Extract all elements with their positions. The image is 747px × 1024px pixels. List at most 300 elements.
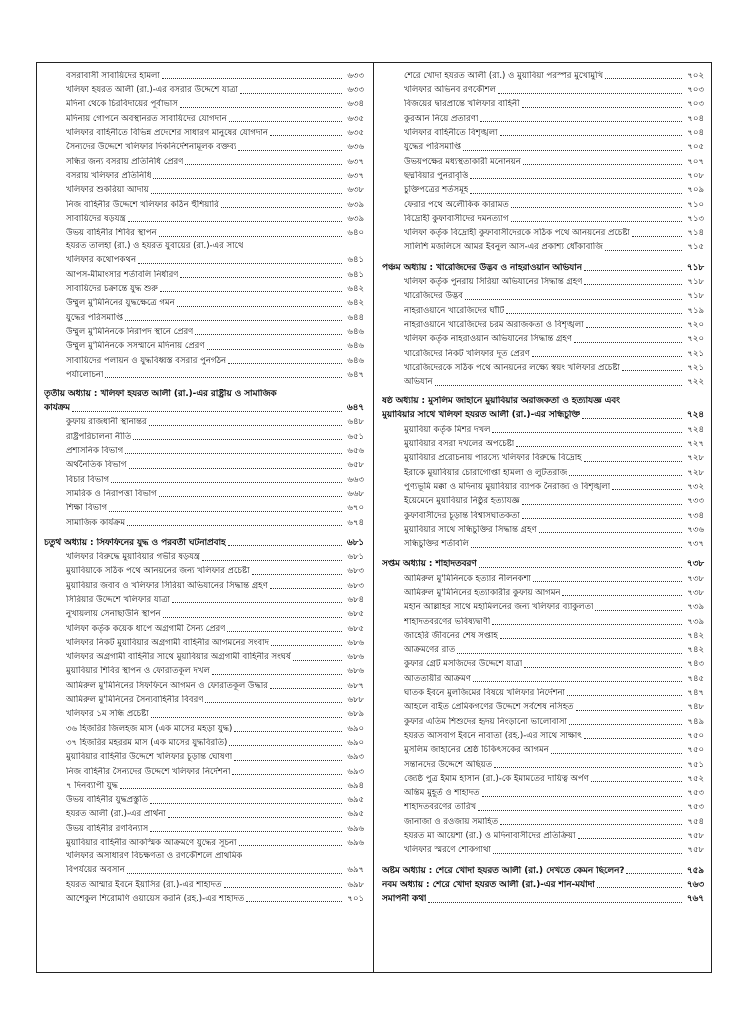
entry-title: খলিফার কথোপকথন xyxy=(66,255,137,266)
page-number: ৬৩৪ xyxy=(347,99,364,110)
toc-entry[interactable] xyxy=(382,125,704,139)
dot-leader xyxy=(578,838,683,839)
dot-leader xyxy=(473,681,682,682)
toc-entry[interactable] xyxy=(44,139,364,153)
toc-entry[interactable] xyxy=(44,635,364,649)
entry-title: সাবায়িদের ষড়যন্ত্র xyxy=(66,213,126,224)
toc-entry[interactable] xyxy=(382,757,704,771)
toc-chapter-heading[interactable] xyxy=(382,557,704,571)
toc-chapter-heading[interactable] xyxy=(44,400,364,414)
page-number: ৬৮৩ xyxy=(347,566,364,577)
toc-entry[interactable] xyxy=(44,606,364,620)
toc-entry[interactable] xyxy=(382,139,704,153)
toc-entry[interactable] xyxy=(382,240,704,254)
dot-leader xyxy=(522,518,682,519)
chapter-title: অষ্টম অধ্যায় : শেরে খোদা হযরত আলী (রা.) দেখতে কেমন ছিলেন? xyxy=(382,865,625,876)
dot-leader xyxy=(150,803,342,804)
entry-title: অন্তিম মুহূর্ত ও শাহাদত xyxy=(404,788,480,799)
toc-entry[interactable] xyxy=(44,821,364,835)
toc-entry[interactable] xyxy=(382,642,704,656)
dot-leader xyxy=(428,902,682,903)
entry-title: মুয়াবিয়ার শিবির স্থাপন ও ফোরাতকূল দখল xyxy=(66,666,210,677)
toc-entry[interactable] xyxy=(382,68,704,82)
entry-title: ইয়েমেনে মুয়াবিয়ার নিষ্ঠুর হত্যাযজ্ঞ xyxy=(404,496,520,507)
toc-entry[interactable] xyxy=(382,671,704,685)
page-number: ৬৫৮ xyxy=(347,460,364,471)
toc-entry[interactable] xyxy=(44,486,364,500)
dot-leader xyxy=(162,78,342,79)
dot-leader xyxy=(584,284,682,285)
toc-entry[interactable] xyxy=(44,324,364,338)
page-number: ৭৫৩ xyxy=(687,802,704,813)
entry-title: শেরে খোদা হযরত আলী (রা.) ও মুয়াবিয়া পরস্পর মুখোমুখি xyxy=(404,70,604,81)
toc-entry[interactable] xyxy=(44,749,364,763)
toc-entry[interactable] xyxy=(382,800,704,814)
toc-entry[interactable] xyxy=(382,536,704,550)
dot-leader xyxy=(492,432,682,433)
dot-leader xyxy=(480,121,682,122)
dot-leader xyxy=(127,873,342,874)
toc-entry[interactable] xyxy=(44,592,364,606)
page-number: ৭৩৯ xyxy=(687,602,704,613)
page-number: ৬৮৭ xyxy=(347,680,364,691)
toc-entry[interactable] xyxy=(382,728,704,742)
dot-leader xyxy=(482,796,682,797)
toc-entry[interactable] xyxy=(44,692,364,706)
page-number: ৬৮৫ xyxy=(347,609,364,620)
toc-entry[interactable] xyxy=(44,564,364,578)
toc-chapter-heading[interactable] xyxy=(382,863,704,877)
page-number: ৭৬৩ xyxy=(686,879,704,890)
entry-title: প্রশাসনিক বিভাগ xyxy=(66,446,124,457)
dot-leader xyxy=(105,377,342,378)
toc-chapter-heading[interactable] xyxy=(382,395,704,408)
toc-entry[interactable] xyxy=(382,422,704,436)
dot-leader xyxy=(479,567,682,568)
entry-title: রাষ্ট্রপরিচালনা নীতি xyxy=(66,431,132,442)
toc-entry[interactable] xyxy=(44,111,364,125)
dot-leader xyxy=(470,193,682,194)
page-number: ৭০৩ xyxy=(687,99,704,110)
toc-entry[interactable] xyxy=(382,842,704,856)
toc-entry[interactable] xyxy=(382,685,704,699)
page-number: ৬৩৬ xyxy=(347,142,364,153)
entry-title: অর্থনৈতিক বিভাগ xyxy=(66,460,127,471)
toc-entry[interactable] xyxy=(44,778,364,792)
page-number: ৬৯৫ xyxy=(347,809,364,820)
toc-entry[interactable] xyxy=(44,764,364,778)
toc-entry[interactable] xyxy=(44,721,364,735)
entry-title: কুফার গ্রেট মসজিদের উদ্দেশে যাত্রা xyxy=(404,659,523,670)
entry-title: শাহাদতবরণের তারিখ xyxy=(404,802,477,813)
entry-title: উভয় বাহিনীর শিবির স্থাপন xyxy=(66,228,157,239)
page-number: ৭৪২ xyxy=(687,630,704,641)
toc-entry[interactable] xyxy=(44,735,364,749)
entry-title: খলিফার বাহিনীতে বিশৃঙ্খলা xyxy=(404,128,498,139)
toc-entry[interactable] xyxy=(382,360,704,374)
toc-entry[interactable] xyxy=(44,706,364,720)
entry-title: ঘাতক ইবনে মুলজিমের বিষয়ে খলিফার নির্দেশনা xyxy=(404,688,566,699)
page-number: ৬৯০ xyxy=(347,723,364,734)
toc-chapter-heading[interactable] xyxy=(382,408,704,422)
dot-leader xyxy=(595,610,682,611)
toc-left-column xyxy=(44,68,364,905)
page-number: ৭৩৮ xyxy=(687,573,704,584)
dot-leader xyxy=(524,667,682,668)
entry-title: খলিফার শুকরিয়া আদায় xyxy=(66,185,149,196)
dot-leader xyxy=(632,236,682,237)
dot-leader xyxy=(252,574,342,575)
toc-chapter-heading[interactable] xyxy=(382,260,704,274)
page-number: ৭০৪ xyxy=(687,113,704,124)
page-number: ৭৩২ xyxy=(687,481,704,492)
toc-entry[interactable] xyxy=(44,253,364,267)
page-number: ৬৩৯ xyxy=(347,199,364,210)
dot-leader xyxy=(270,588,342,589)
dot-leader xyxy=(539,532,682,533)
entry-title: ৩৬ হিজরির জিলহজ মাস (এক মাসের মহড়া যুদ্ধ) xyxy=(66,723,233,734)
dot-leader xyxy=(605,78,682,79)
toc-entry[interactable] xyxy=(44,197,364,211)
dot-leader xyxy=(207,349,343,350)
entry-title: জানাজা ও রওজায় সমাহিত xyxy=(404,816,499,827)
toc-entry[interactable] xyxy=(382,628,704,642)
chapter-title: তৃতীয় অধ্যায় : খলিফা হযরত আলী (রা.)-এর রাষ্ট্রীয় ও সামাজিক xyxy=(44,388,277,399)
dot-leader xyxy=(567,695,682,696)
page-number: ৭২৪ xyxy=(687,424,704,435)
dot-leader xyxy=(584,270,682,271)
dot-leader xyxy=(574,342,682,343)
page-number: ৭১৪ xyxy=(687,228,704,239)
page-number: ৭৩৭ xyxy=(687,539,704,550)
toc-entry[interactable] xyxy=(44,549,364,563)
toc-entry[interactable] xyxy=(382,465,704,479)
dot-leader xyxy=(224,887,342,888)
page-number: ৭৩৩ xyxy=(687,496,704,507)
page-number: ৬৫৬ xyxy=(347,446,364,457)
page-number: ৭২০ xyxy=(687,334,704,345)
dot-leader xyxy=(163,617,342,618)
page-number: ৬৮৩ xyxy=(347,580,364,591)
toc-chapter-heading[interactable] xyxy=(382,877,704,891)
toc-entry[interactable] xyxy=(382,479,704,493)
chapter-title: সপ্তম অধ্যায় : শাহাদতবরণ xyxy=(382,559,477,570)
page-number: ৬৪৬ xyxy=(347,326,364,337)
page-number: ৬৩৫ xyxy=(347,113,364,124)
toc-entry[interactable] xyxy=(44,367,364,381)
toc-entry[interactable] xyxy=(44,295,364,309)
toc-entry[interactable] xyxy=(382,771,704,785)
page-number: ৭৪৮ xyxy=(687,702,704,713)
toc-chapter-heading[interactable] xyxy=(44,535,364,549)
toc-entry[interactable] xyxy=(44,664,364,678)
entry-title: জাহেরি জীবনের শেষ সপ্তাহ xyxy=(404,630,498,641)
page-number: ৭০৫ xyxy=(687,142,704,153)
dot-leader xyxy=(522,107,682,108)
dot-leader xyxy=(562,595,682,596)
dot-leader xyxy=(457,653,682,654)
page-number: ৭৫০ xyxy=(687,745,704,756)
entry-title: খলিফার ১ম সন্ধি প্রচেষ্টা xyxy=(66,709,149,720)
toc-entry[interactable] xyxy=(44,443,364,457)
dot-leader xyxy=(221,207,342,208)
toc-entry[interactable] xyxy=(382,82,704,96)
entry-title: হযরত তালহা (রা.) ও হযরত যুবায়ের (রা.)-এর সাথে xyxy=(66,241,244,252)
toc-entry[interactable] xyxy=(44,68,364,82)
entry-title: হযরত আম্মার ইবনে ইয়াসির (রা.)-এর শাহাদত xyxy=(66,879,222,890)
toc-entry[interactable] xyxy=(382,522,704,536)
toc-entry[interactable] xyxy=(44,267,364,281)
toc-entry[interactable] xyxy=(44,225,364,239)
toc-entry[interactable] xyxy=(44,849,364,862)
page-number: ৬৪০ xyxy=(347,228,364,239)
toc-entry[interactable] xyxy=(44,429,364,443)
entry-title: আহলে বাইত প্রেমিকগণের উদ্দেশে সর্বশেষ নসিহত xyxy=(404,702,574,713)
toc-entry[interactable] xyxy=(382,288,704,302)
toc-entry[interactable] xyxy=(382,374,704,388)
toc-entry[interactable] xyxy=(382,742,704,756)
page-number: ৬৩৯ xyxy=(347,213,364,224)
dot-leader xyxy=(533,581,682,582)
page-number: ৭৫৪ xyxy=(687,816,704,827)
toc-entry[interactable] xyxy=(44,621,364,635)
toc-chapter-heading[interactable] xyxy=(44,387,364,400)
toc-entry[interactable] xyxy=(382,814,704,828)
entry-title: সন্তানদের উদ্দেশে অছিয়ত xyxy=(404,759,493,770)
toc-entry[interactable] xyxy=(382,450,704,464)
entry-title: চুক্তিপত্রের শর্তসমূহ xyxy=(404,185,469,196)
dot-leader xyxy=(478,810,682,811)
dot-leader xyxy=(229,121,342,122)
toc-entry[interactable] xyxy=(382,225,704,239)
entry-title: জ্যেষ্ঠ পুত্র ইমাম হাসান (রা.)-কে ইমামতের দায়িত্ব অর্পণ xyxy=(404,773,589,784)
entry-title: পর্যালোচনা xyxy=(66,369,104,380)
dot-leader xyxy=(511,207,682,208)
dot-leader xyxy=(584,738,682,739)
toc-entry[interactable] xyxy=(44,500,364,514)
toc-entry[interactable] xyxy=(382,599,704,613)
toc-entry[interactable] xyxy=(382,785,704,799)
dot-leader xyxy=(511,221,682,222)
chapter-title: পঞ্চম অধ্যায় : খারেজিদের উদ্ভব ও নাহরাওয়ান অভিযান xyxy=(382,262,582,273)
toc-entry[interactable] xyxy=(382,571,704,585)
dot-leader xyxy=(605,250,682,251)
entry-title: আপস-মীমাংসার শর্তাবলি নির্ধারণ xyxy=(66,269,179,280)
entry-title: নিজ বাহিনীর সৈন্যদের উদ্দেশে খলিফার নির্দেশনা xyxy=(66,766,231,777)
page-number: ৭৫৩ xyxy=(687,788,704,799)
page-number: ৬৮৪ xyxy=(347,594,364,605)
toc-entry[interactable] xyxy=(382,436,704,450)
toc-entry[interactable] xyxy=(382,828,704,842)
page-number: ৭২৭ xyxy=(687,439,704,450)
dot-leader xyxy=(120,788,342,789)
toc-entry[interactable] xyxy=(44,125,364,139)
page-number: ৭৫০ xyxy=(687,730,704,741)
dot-leader xyxy=(127,525,342,526)
page-number: ৭১৮ xyxy=(686,262,704,273)
toc-entry[interactable] xyxy=(44,154,364,168)
page-number: ৬৩৮ xyxy=(347,185,364,196)
dot-leader xyxy=(582,418,682,419)
dot-leader xyxy=(270,135,342,136)
toc-entry[interactable] xyxy=(44,415,364,429)
toc-entry[interactable] xyxy=(44,877,364,891)
toc-entry[interactable] xyxy=(382,154,704,168)
toc-entry[interactable] xyxy=(382,699,704,713)
chapter-title: নবম অধ্যায় : শেরে খোদা হযরত আলী (রা.)-এর শান-মর্যাদা xyxy=(382,879,595,890)
entry-title: উভয় বাহিনীর রণবিন্যাস xyxy=(66,823,149,834)
page-number: ৭০৩ xyxy=(687,85,704,96)
entry-title: বিজয়ের দ্বারপ্রান্তে খলিফার বাহিনী xyxy=(404,99,520,110)
entry-title: উম্মুল মু'মিনিনকে সসম্মানে মদিনায় প্রেরণ xyxy=(66,341,205,352)
entry-title: ফেরার পথে অলৌকিক কারামত xyxy=(404,199,509,210)
toc-entry[interactable] xyxy=(44,649,364,663)
toc-entry[interactable] xyxy=(44,338,364,352)
toc-entry[interactable] xyxy=(382,585,704,599)
entry-title: খলিফার অভিনব রণকৌশল xyxy=(404,85,497,96)
entry-title: মদিনায় গোপনে অবস্থানরত সাবায়িদের যোগদান xyxy=(66,113,227,124)
toc-entry[interactable] xyxy=(44,281,364,295)
toc-entry[interactable] xyxy=(382,714,704,728)
toc-entry[interactable] xyxy=(44,182,364,196)
toc-entry[interactable] xyxy=(382,111,704,125)
page-number: ৭১০ xyxy=(687,199,704,210)
page-number: ৭৪৩ xyxy=(687,659,704,670)
entry-title: যুদ্ধের পরিসমাপ্তি xyxy=(66,312,124,323)
page-number: ৭১৩ xyxy=(687,213,704,224)
page-number: ৬৩৩ xyxy=(347,70,364,81)
toc-entry[interactable] xyxy=(382,614,704,628)
toc-entry[interactable] xyxy=(382,508,704,522)
dot-leader xyxy=(151,717,342,718)
toc-entry[interactable] xyxy=(44,457,364,471)
toc-entry[interactable] xyxy=(44,678,364,692)
page-number: ৭৬৭ xyxy=(686,894,704,905)
page-number: ৭৫২ xyxy=(687,773,704,784)
toc-entry[interactable] xyxy=(44,807,364,821)
entry-title: সালিশি মজলিসে আমর ইবনুল আস-এর প্রকাশ্য ধোঁকাবাজি xyxy=(404,242,603,253)
entry-title: শাহাদতবরণের ভবিষ্যদ্বাণী xyxy=(404,616,491,627)
page-number: ৬৮১ xyxy=(346,537,364,548)
toc-entry[interactable] xyxy=(382,331,704,345)
dot-leader xyxy=(500,638,682,639)
dot-leader xyxy=(246,901,342,902)
entry-title: নাহরাওয়ানে খারেজিদের চরম অরাজকতা ও বিশৃঙ্খলা xyxy=(404,319,584,330)
entry-title: যুদ্ধের পরিসমাপ্তি xyxy=(404,142,462,153)
entry-title: হযরত আসবাগ ইবনে নাবাতা (রহ.)-এর সাথে সাক্ষাৎ xyxy=(404,730,582,741)
dot-leader xyxy=(128,221,342,222)
page-number: ৭৫১ xyxy=(687,759,704,770)
dot-leader xyxy=(523,164,682,165)
toc-entry[interactable] xyxy=(382,317,704,331)
toc-entry[interactable] xyxy=(44,792,364,806)
toc-entry[interactable] xyxy=(382,97,704,111)
dot-leader xyxy=(125,453,342,454)
dot-leader xyxy=(522,504,682,505)
toc-entry[interactable] xyxy=(382,657,704,671)
toc-entry[interactable] xyxy=(382,182,704,196)
page-number: ৬৩৭ xyxy=(347,170,364,181)
toc-entry[interactable] xyxy=(44,97,364,111)
toc-entry[interactable] xyxy=(44,310,364,324)
page-number: ৬৯৬ xyxy=(347,823,364,834)
page-number: ৭৪৭ xyxy=(687,688,704,699)
page-number: ৭১৮ xyxy=(687,277,704,288)
chapter-title: চতুর্থ অধ্যায় : সিফফিনের যুদ্ধ ও পরবর্তী ঘটনাপ্রবাহ xyxy=(44,537,226,548)
toc-entry[interactable] xyxy=(382,303,704,317)
toc-entry[interactable] xyxy=(382,274,704,288)
toc-entry[interactable] xyxy=(44,240,364,253)
dot-leader xyxy=(228,545,342,546)
entry-title: কুফায় রাজধানী স্থানান্তর xyxy=(66,417,147,428)
entry-title: বিচার বিভাগ xyxy=(66,474,110,485)
toc-entry[interactable] xyxy=(44,578,364,592)
page-number: ৭১৫ xyxy=(687,242,704,253)
toc-entry[interactable] xyxy=(44,353,364,367)
toc-entry[interactable] xyxy=(44,515,364,529)
toc-entry[interactable] xyxy=(44,82,364,96)
toc-entry[interactable] xyxy=(44,211,364,225)
entry-title: খারেজিদের উদ্ভব xyxy=(404,291,464,302)
page-number: ৭৫৯ xyxy=(686,865,704,876)
entry-title: আমিরুল মু'মিনিনের সিফফিনে আগমন ও ফোরাতকূল উদ্ধার xyxy=(66,680,268,691)
toc-entry[interactable] xyxy=(382,346,704,360)
page-number: ৭৩৬ xyxy=(687,524,704,535)
entry-title: খলিফা হযরত আলী (রা.)-এর বসরার উদ্দেশে যাত্রা xyxy=(66,85,239,96)
page-number: ৬৪৬ xyxy=(347,341,364,352)
toc-chapter-heading[interactable] xyxy=(382,891,704,905)
dot-leader xyxy=(471,547,682,548)
dot-leader xyxy=(626,873,682,874)
toc-entry[interactable] xyxy=(44,862,364,876)
page-number: ৬৩৫ xyxy=(347,128,364,139)
entry-title: হযরত আলী (রা.)-এর প্রার্থনা xyxy=(66,809,166,820)
toc-entry[interactable] xyxy=(44,835,364,849)
dot-leader xyxy=(111,482,342,483)
page-number: ৬৯৫ xyxy=(347,795,364,806)
page-number: ৭১৮ xyxy=(687,291,704,302)
dot-leader xyxy=(180,107,342,108)
dot-leader xyxy=(498,93,682,94)
chapter-title: ষষ্ঠ অধ্যায় : মুসলিম জাহানে মুয়াবিয়ার অরাজকতা ও হত্যাযজ্ঞ এবং xyxy=(382,396,620,407)
entry-title: মুয়াবিয়ার সাথে সন্ধিচুক্তির সিদ্ধান্ত গ্রহণ xyxy=(404,524,537,535)
page-number: ৬৪৮ xyxy=(347,417,364,428)
dot-leader xyxy=(500,135,683,136)
entry-title: মুসলিম জাহানের শ্রেষ্ঠ চিকিৎসকের আগমন xyxy=(404,745,549,756)
page-number: ৭৩৯ xyxy=(687,616,704,627)
dot-leader xyxy=(172,602,342,603)
entry-title: কুফার এতিম শিশুদের হৃদয় নিংড়ানো ভালোবাসা xyxy=(404,716,567,727)
toc-entry[interactable] xyxy=(382,211,704,225)
toc-entry[interactable] xyxy=(44,891,364,905)
page-number: ৭২৮ xyxy=(687,453,704,464)
dot-leader xyxy=(293,660,342,661)
toc-entry[interactable] xyxy=(382,493,704,507)
toc-entry[interactable] xyxy=(382,197,704,211)
dot-leader xyxy=(129,468,343,469)
dot-leader xyxy=(234,731,342,732)
page-number: ৬৪২ xyxy=(347,284,364,295)
toc-entry[interactable] xyxy=(44,472,364,486)
entry-title: উভয়পক্ষের মধ্যস্থতাকারী মনোনয়ন xyxy=(404,156,521,167)
toc-entry[interactable] xyxy=(382,168,704,182)
entry-title: নাহরাওয়ানে খারেজিদের ঘাঁটি xyxy=(404,305,505,316)
entry-title: সন্ধির জন্য বসরায় প্রতিনিধি প্রেরণ xyxy=(66,156,184,167)
toc-entry[interactable] xyxy=(44,168,364,182)
entry-title: খলিফার স্মরণে শোকগাথা xyxy=(404,845,491,856)
page-number: ৬৬৮ xyxy=(347,488,364,499)
dot-leader xyxy=(506,313,682,314)
